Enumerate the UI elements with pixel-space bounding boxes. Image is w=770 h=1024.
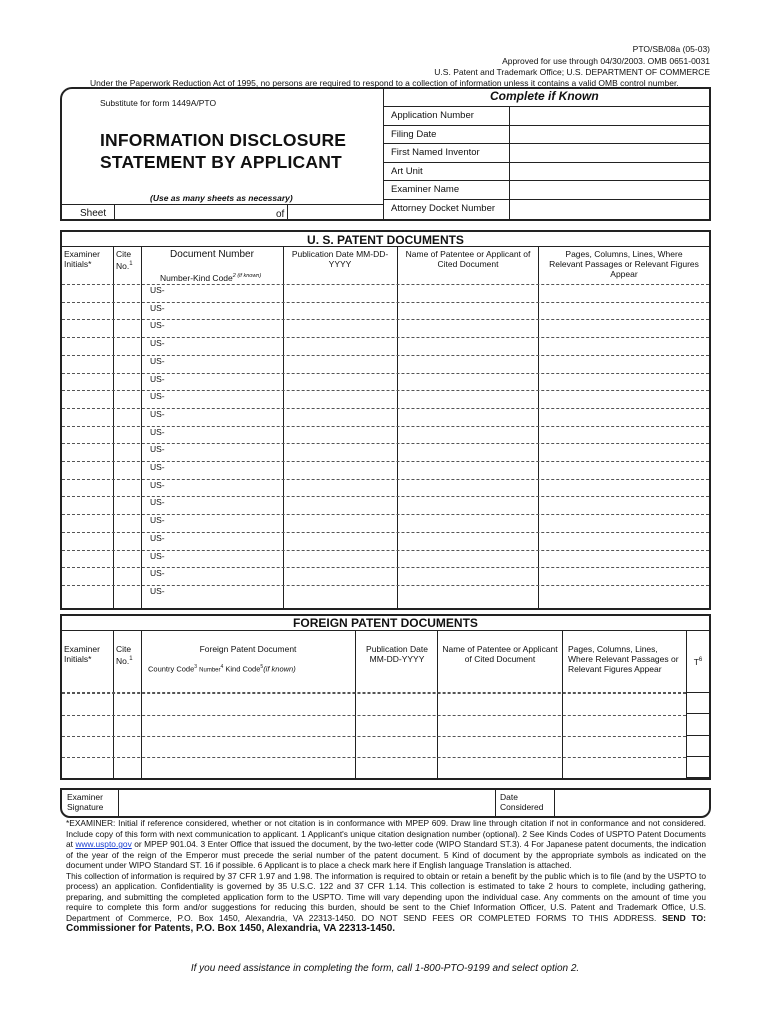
foreign-col-patentee: Name of Patentee or Applicant of Cited Document — [442, 644, 558, 664]
us-col-patentee: Name of Patentee or Applicant of Cited Document — [405, 249, 531, 269]
us-row-prefix: US- — [150, 408, 165, 419]
us-row-prefix: US- — [150, 373, 165, 384]
examiner-signature-label: Examiner Signature — [67, 792, 104, 812]
approval-text: Approved for use through 04/30/2003. OMB 0651-0031 — [502, 56, 710, 66]
us-col-docnum: Document Number — [170, 249, 254, 260]
known-fields — [383, 107, 709, 219]
translation-row-divider — [686, 713, 709, 714]
date-considered-label: Date Considered — [500, 792, 544, 812]
translation-row-divider — [686, 777, 709, 778]
uspto-link[interactable]: www.uspto.gov — [75, 839, 132, 849]
us-row-prefix: US- — [150, 479, 165, 490]
us-row-prefix: US- — [150, 285, 165, 295]
art-unit-field[interactable] — [510, 163, 709, 181]
us-row-prefix: US- — [150, 532, 165, 543]
attorney-docket-field[interactable] — [510, 200, 709, 219]
foreign-patents-box — [60, 614, 711, 780]
form-title-line2: STATEMENT BY APPLICANT — [100, 152, 342, 172]
filing-date-row — [383, 126, 709, 145]
us-row-prefix: US- — [150, 338, 165, 349]
examiner-signature-field[interactable] — [120, 790, 494, 816]
us-patents-title: U. S. PATENT DOCUMENTS — [307, 233, 464, 247]
examiner-name-field[interactable] — [510, 181, 709, 199]
sheet-label: Sheet — [80, 208, 107, 219]
complete-if-known-heading: Complete if Known — [490, 89, 599, 103]
foreign-col-sub: Country Code$^3$ Number$^4$ Kind Code$^5$(if known) — [148, 664, 296, 674]
us-row-prefix: US- — [150, 391, 165, 402]
first-inventor-label: First Named Inventor — [383, 144, 510, 162]
art-unit-row — [383, 163, 709, 182]
filing-date-label: Filing Date — [383, 126, 510, 144]
us-row-prefix: US- — [150, 462, 165, 472]
us-col-cite: Cite No.$^1$ — [116, 249, 133, 271]
burden-statement: This collection of information is required by 37 CFR 1.97 and 1.98. The information is required to obtain or retain a benefit by the public which is to file (and by the USPTO to process) an application. Confidentiality is governed by 35 U.S.C. 122 and 37 CFR 1.14. This collection is estimated to take 2 hours to complete, including gathering, preparing, and submitting the completed application form to the USPTO. Time will vary depending upon the individual case. Any comments on the amount of time you require to complete this form and/or suggestions for reducing this burden, should be sent to the Chief Information Officer, U.S. Patent and Trademark Office, U.S. Department of Commerce, P.O. Box 1450, Alexandria, VA 22313-1450. DO NOT SEND FEES OR COMPLETED FORMS TO THIS ADDRESS. — [66, 870, 706, 923]
translation-row-divider — [686, 692, 709, 693]
foreign-patents-title: FOREIGN PATENT DOCUMENTS — [293, 616, 478, 630]
footnotes — [66, 818, 706, 935]
examiner-name-label: Examiner Name — [383, 181, 510, 199]
application-number-field[interactable] — [510, 107, 709, 125]
us-row-prefix: US- — [150, 585, 165, 596]
us-col-examiner: Examiner Initials* — [64, 249, 100, 269]
attorney-docket-label: Attorney Docket Number — [383, 200, 510, 219]
translation-row-divider — [686, 756, 709, 757]
us-row-prefix: US- — [150, 550, 165, 561]
foreign-col-pubdate: Publication Date MM-DD-YYYY — [366, 644, 428, 664]
foreign-col-translation: $T^6$ — [693, 656, 703, 667]
foreign-col-cite: Cite No.$^1$ — [116, 644, 133, 666]
foreign-col-examiner: Examiner Initials* — [64, 644, 100, 664]
footnote-examiner-text: *EXAMINER: Initial if reference considered, whether or not citation is in conformance with MPEP 609. Draw line through citation if not in conformance and not considered. Include copy of this form with next communication to applicant. 1 Applicant's unique citation designation number (optional). 2 See Kinds Codes of USPTO Patent Documents at — [66, 818, 706, 849]
attorney-docket-row — [383, 200, 709, 219]
of-label: of — [276, 209, 285, 220]
application-number-row — [383, 107, 709, 126]
send-to-address: Commissioner for Patents, P.O. Box 1450, Alexandria, VA 22313-1450. — [66, 923, 396, 934]
date-considered-field[interactable] — [556, 790, 708, 816]
foreign-row-divider — [62, 715, 686, 716]
us-row-prefix: US- — [150, 426, 165, 437]
first-inventor-field[interactable] — [510, 144, 709, 162]
foreign-row-divider — [62, 693, 686, 694]
translation-row-divider — [686, 735, 709, 736]
us-row-prefix: US- — [150, 302, 165, 313]
first-inventor-row — [383, 144, 709, 163]
art-unit-label: Art Unit — [383, 163, 510, 181]
us-col-pages: Pages, Columns, Lines, Where Relevant Passages or Relevant Figures Appear — [549, 249, 699, 279]
foreign-col-docnum: Foreign Patent Document — [199, 644, 297, 654]
footnote-kinds-text: or MPEP 901.04. 3 Enter Office that issued the document, by the two-letter code (WIPO Standard ST.3). 4 For Japanese patent documents, the indication of the year of the reign of the Emperor must precede the serial number of the patent document. 5 Kind of document by the appropriate symbols as indicated on the document under WIPO Standard ST. 16 if possible. 6 Applicant is to place a check mark here if English language Translation is attached. — [66, 839, 707, 870]
application-number-label: Application Number — [383, 107, 510, 125]
us-col-pubdate: Publication Date MM-DD-YYYY — [291, 249, 389, 269]
assistance-note: If you need assistance in completing the form, call 1-800-PTO-9199 and select option 2. — [190, 963, 580, 974]
foreign-row-divider — [62, 736, 686, 737]
substitute-label: Substitute for form 1449A/PTO — [100, 98, 217, 108]
send-to-label: SEND TO: — [662, 912, 706, 923]
filing-date-field[interactable] — [510, 126, 709, 144]
use-sheets-note: (Use as many sheets as necessary) — [150, 193, 293, 203]
us-col-numkind: Number-Kind Code$^{2 (if known)}$ — [160, 272, 262, 283]
form-id: PTO/SB/08a (05-03) — [632, 44, 710, 54]
us-row-prefix: US- — [150, 515, 165, 526]
us-row-prefix: US- — [150, 497, 165, 508]
paperwork-notice: Under the Paperwork Reduction Act of 1995, no persons are required to respond to a collection of information unless it contains a valid OMB control number. — [90, 78, 679, 88]
foreign-col-pages: Pages, Columns, Lines, Where Relevant Passages or Relevant Figures Appear — [568, 644, 679, 674]
form-title-line1: INFORMATION DISCLOSURE — [100, 130, 347, 150]
agency-text: U.S. Patent and Trademark Office; U.S. DEPARTMENT OF COMMERCE — [434, 67, 710, 77]
foreign-row-divider — [62, 757, 686, 758]
us-row-prefix: US- — [150, 568, 165, 579]
us-row-prefix: US- — [150, 444, 165, 455]
examiner-name-row — [383, 181, 709, 200]
us-row-prefix: US- — [150, 355, 165, 366]
us-row-prefix: US- — [150, 320, 165, 331]
